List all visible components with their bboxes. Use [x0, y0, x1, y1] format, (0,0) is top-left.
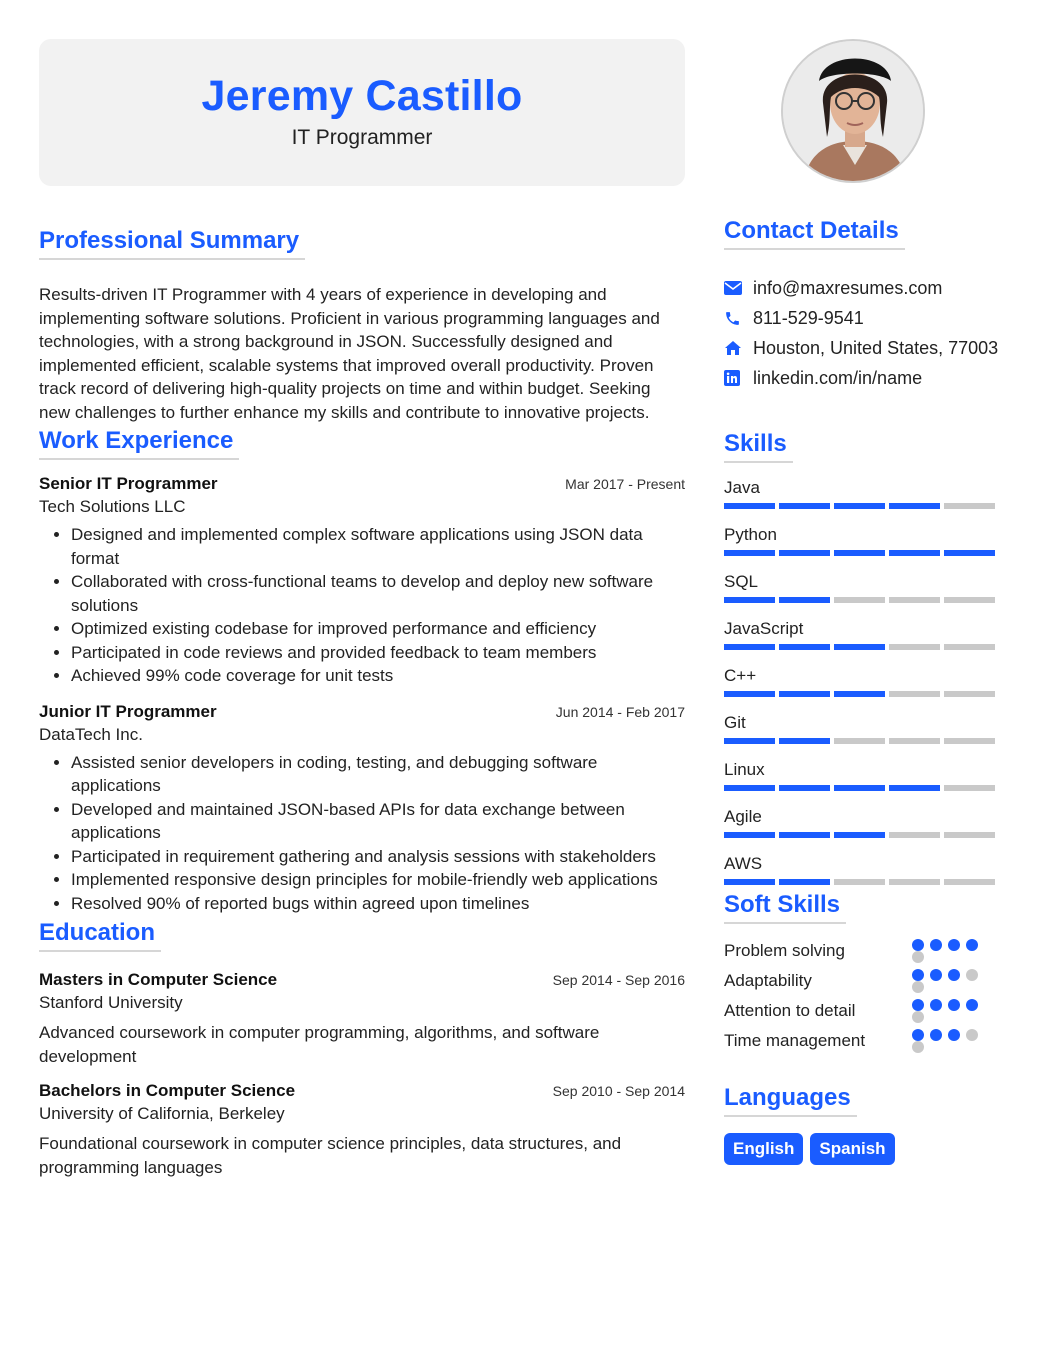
skill-level-segment: [889, 597, 940, 603]
job-bullet: • Implemented responsive design principles for mobile-friendly web applications: [71, 868, 685, 892]
skill-level-segment: [779, 597, 830, 603]
skill-level-bar: [724, 550, 1001, 556]
rating-dot: [912, 951, 924, 963]
skill-level-segment: [724, 644, 775, 650]
soft-skill-item: [724, 966, 1001, 996]
job-bullet: • Achieved 99% code coverage for unit tests: [71, 664, 685, 688]
skill-level-segment: [889, 691, 940, 697]
soft-skill-item: [724, 996, 1001, 1026]
profile-photo: [781, 39, 925, 183]
rating-dot: [948, 939, 960, 951]
skill-level-segment: [944, 832, 995, 838]
skill-level-segment: [724, 879, 775, 885]
skill-level-segment: [724, 597, 775, 603]
rating-dot: [966, 969, 978, 981]
school-name: Stanford University: [39, 993, 183, 1012]
skill-level-segment: [779, 879, 830, 885]
education-dates: Sep 2014 - Sep 2016: [552, 972, 685, 988]
skill-level-segment: [724, 832, 775, 838]
skill-level-segment: [889, 879, 940, 885]
soft-skill-name: Adaptability: [724, 971, 812, 990]
soft-skill-rating: [912, 999, 984, 1023]
skills-heading: Skills: [724, 430, 793, 463]
summary-heading: Professional Summary: [39, 227, 305, 260]
skill-level-segment: [724, 503, 775, 509]
skill-level-segment: [889, 503, 940, 509]
job-bullet: • Collaborated with cross-functional teams to develop and deploy new software solutions: [71, 570, 685, 617]
skill-name: Java: [724, 478, 760, 497]
skill-level-segment: [834, 691, 885, 697]
job-bullets: [39, 523, 685, 688]
skill-item: [724, 664, 1001, 697]
rating-dot: [912, 1029, 924, 1041]
contact-list: [724, 273, 1001, 393]
skill-level-segment: [889, 550, 940, 556]
soft-skill-item: [724, 1026, 1001, 1056]
skill-level-segment: [944, 644, 995, 650]
candidate-title: IT Programmer: [291, 126, 433, 149]
rating-dot: [948, 999, 960, 1011]
skill-level-segment: [834, 832, 885, 838]
phone-icon: [724, 310, 753, 327]
contact-linkedin[interactable]: [724, 363, 1001, 393]
skill-level-bar: [724, 691, 1001, 697]
skill-name: JavaScript: [724, 619, 804, 638]
job-dates: Jun 2014 - Feb 2017: [555, 703, 685, 720]
skill-level-segment: [834, 879, 885, 885]
skill-level-segment: [779, 550, 830, 556]
envelope-icon: [724, 281, 753, 295]
rating-dot: [930, 1029, 942, 1041]
skill-name: C++: [724, 666, 757, 685]
skill-level-segment: [724, 550, 775, 556]
job-bullets: [39, 751, 685, 916]
skill-name: Linux: [724, 760, 765, 779]
contact-heading: Contact Details: [724, 217, 905, 250]
rating-dot: [912, 981, 924, 993]
rating-dot: [966, 999, 978, 1011]
skill-name: Git: [724, 713, 746, 732]
contact-phone[interactable]: [724, 303, 1001, 333]
company-name: Tech Solutions LLC: [39, 497, 186, 516]
skill-level-bar: [724, 503, 1001, 509]
job-dates: Mar 2017 - Present: [565, 476, 685, 492]
job-entry: [39, 474, 685, 688]
skill-level-segment: [834, 644, 885, 650]
skill-level-segment: [834, 597, 885, 603]
job-title: Junior IT Programmer: [39, 701, 217, 721]
contact-linkedin-text: linkedin.com/in/name: [753, 367, 923, 388]
skill-level-segment: [944, 597, 995, 603]
job-title: Senior IT Programmer: [39, 474, 218, 493]
linkedin-icon: [724, 370, 753, 386]
job-bullet: • Participated in code reviews and provided feedback to team members: [71, 641, 685, 665]
contact-phone-text: 811-529-9541: [753, 307, 864, 328]
skill-level-segment: [724, 691, 775, 697]
resume-header: [39, 39, 685, 186]
skill-name: SQL: [724, 572, 759, 591]
skill-level-bar: [724, 785, 1001, 791]
skill-level-segment: [779, 691, 830, 697]
skill-level-segment: [834, 738, 885, 744]
job-bullet: • Assisted senior developers in coding, testing, and debugging software applications: [71, 751, 685, 798]
rating-dot: [930, 999, 942, 1011]
job-bullet: • Developed and maintained JSON-based APIs for data exchange between applications: [71, 798, 685, 845]
soft-skill-rating: [912, 969, 984, 993]
soft-skill-item: [724, 936, 1001, 966]
language-badge: Spanish: [810, 1133, 894, 1165]
soft-skill-rating: [912, 1029, 984, 1053]
skills-list: [724, 476, 1001, 885]
skill-level-bar: [724, 879, 1001, 885]
education-description: Foundational coursework in computer science principles, data structures, and programming languages: [39, 1134, 622, 1177]
side-column: [724, 39, 1001, 1165]
home-icon: [724, 340, 753, 356]
languages-heading: Languages: [724, 1084, 857, 1117]
rating-dot: [930, 969, 942, 981]
skill-level-segment: [834, 503, 885, 509]
language-badge: English: [724, 1133, 803, 1165]
skill-item: [724, 523, 1001, 556]
skill-item: [724, 617, 1001, 650]
skill-level-bar: [724, 738, 1001, 744]
contact-email[interactable]: [724, 273, 1001, 303]
skill-level-segment: [889, 644, 940, 650]
soft-skill-name: Problem solving: [724, 941, 845, 960]
skill-level-segment: [779, 644, 830, 650]
skill-name: Agile: [724, 807, 762, 826]
skill-level-segment: [779, 832, 830, 838]
skill-level-bar: [724, 832, 1001, 838]
contact-email-text: info@maxresumes.com: [753, 277, 943, 298]
degree-title: Masters in Computer Science: [39, 970, 278, 989]
skill-level-segment: [724, 785, 775, 791]
soft-skill-rating: [912, 939, 984, 963]
contact-address: [724, 333, 1001, 363]
rating-dot: [912, 969, 924, 981]
skill-level-segment: [889, 832, 940, 838]
soft-skill-name: Time management: [724, 1031, 866, 1050]
soft-skills-heading: Soft Skills: [724, 891, 846, 924]
candidate-name: Jeremy Castillo: [201, 72, 523, 120]
skill-level-segment: [834, 550, 885, 556]
rating-dot: [948, 969, 960, 981]
skill-item: [724, 711, 1001, 744]
skill-item: [724, 476, 1001, 509]
rating-dot: [948, 1029, 960, 1041]
rating-dot: [912, 1041, 924, 1053]
company-name: DataTech Inc.: [39, 724, 143, 744]
skill-item: [724, 758, 1001, 791]
school-name: University of California, Berkeley: [39, 1104, 285, 1123]
skill-level-segment: [944, 879, 995, 885]
rating-dot: [966, 939, 978, 951]
degree-title: Bachelors in Computer Science: [39, 1081, 296, 1100]
rating-dot: [966, 1029, 978, 1041]
skill-name: AWS: [724, 854, 763, 873]
skill-level-segment: [834, 785, 885, 791]
rating-dot: [912, 999, 924, 1011]
main-column: [39, 39, 685, 1180]
rating-dot: [912, 1011, 924, 1023]
skill-level-bar: [724, 644, 1001, 650]
job-bullet: • Resolved 90% of reported bugs within agreed upon timelines: [71, 892, 685, 916]
education-entry: [39, 1081, 685, 1180]
skill-level-segment: [779, 785, 830, 791]
skill-level-segment: [944, 550, 995, 556]
skill-level-segment: [889, 785, 940, 791]
job-entry: [39, 702, 685, 916]
education-heading: Education: [39, 919, 161, 952]
skill-level-segment: [889, 738, 940, 744]
contact-address-text: Houston, United States, 77003: [753, 337, 999, 358]
skill-level-segment: [724, 738, 775, 744]
skill-level-bar: [724, 597, 1001, 603]
education-dates: Sep 2010 - Sep 2014: [552, 1083, 685, 1099]
skill-level-segment: [944, 691, 995, 697]
languages-list: [724, 1133, 1001, 1165]
job-bullet: • Optimized existing codebase for improved performance and efficiency: [71, 617, 685, 641]
skill-level-segment: [944, 785, 995, 791]
skill-level-segment: [944, 738, 995, 744]
rating-dot: [912, 939, 924, 951]
summary-text: Results-driven IT Programmer with 4 years of experience in developing and implementing software solutions. Proficient in various programming languages and technologies, with a strong background in JSON. Successfully designed and implemented efficient, scalable systems that improved overall productivity. Proven track record of delivering high-quality projects on time and within budget. Seeking new challenges to further enhance my skills and contribute to innovative projects.: [39, 285, 660, 422]
skill-item: [724, 570, 1001, 603]
education-entry: [39, 970, 685, 1069]
skill-level-segment: [779, 503, 830, 509]
experience-heading: Work Experience: [39, 427, 239, 460]
skill-level-segment: [944, 503, 995, 509]
skill-level-segment: [779, 738, 830, 744]
avatar-portrait-icon: [783, 41, 925, 183]
job-bullet: • Participated in requirement gathering and analysis sessions with stakeholders: [71, 845, 685, 869]
job-bullet: • Designed and implemented complex software applications using JSON data format: [71, 523, 685, 570]
rating-dot: [930, 939, 942, 951]
skill-name: Python: [724, 525, 777, 544]
soft-skills-list: [724, 936, 1001, 1056]
education-description: Advanced coursework in computer programming, algorithms, and software development: [39, 1023, 600, 1066]
skill-item: [724, 805, 1001, 838]
soft-skill-name: Attention to detail: [724, 1001, 856, 1020]
skill-item: [724, 852, 1001, 885]
